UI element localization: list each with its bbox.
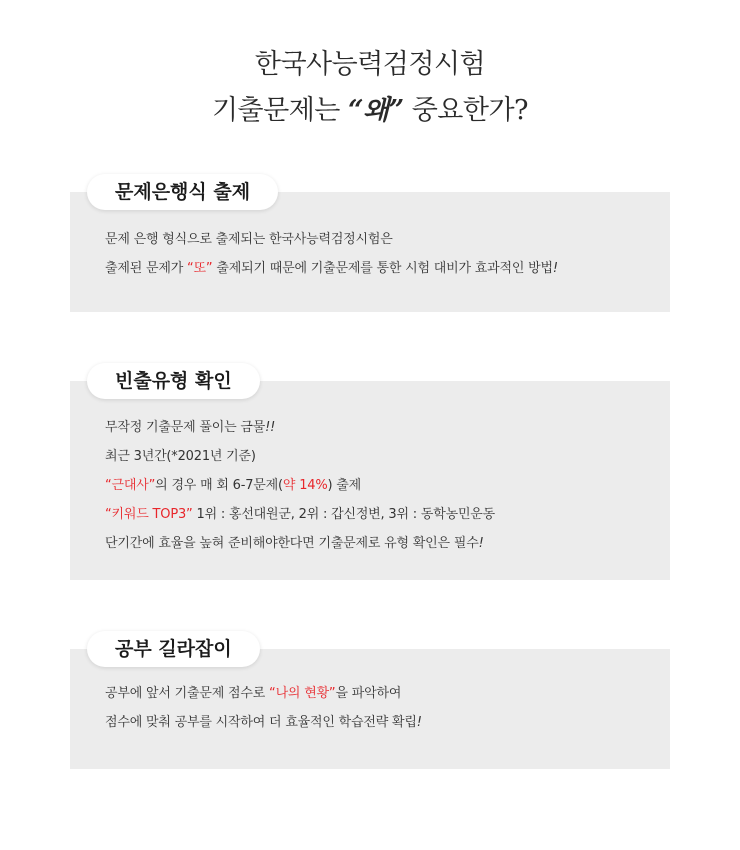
body-line [105, 225, 558, 254]
body-line [105, 471, 495, 500]
body-line [105, 413, 495, 442]
title-quote: “왜” [347, 95, 404, 126]
body-text: ! [552, 261, 558, 276]
body-text: !! [265, 420, 276, 435]
body-text: 점수에 맞춰 공부를 시작하여 더 효율적인 학습전략 확립 [105, 715, 417, 730]
body-text: 출제된 문제가 [105, 261, 188, 276]
body-line [105, 679, 422, 708]
section-box [70, 649, 670, 769]
highlight-text: “또” [187, 261, 213, 276]
section-body [105, 225, 558, 283]
section-box [70, 192, 670, 312]
body-text: ! [478, 536, 484, 551]
body-line [105, 529, 495, 558]
body-text: 문제 은행 형식으로 출제되는 한국사능력검정시험은 [105, 232, 393, 247]
title-suffix: 중요한가? [403, 95, 529, 126]
body-line [105, 442, 495, 471]
body-text: 공부에 앞서 기출문제 점수로 [105, 686, 270, 701]
body-text: 1위 : 홍선대원군, 2위 : 갑신정변, 3위 : 동학농민운동 [192, 507, 496, 522]
body-text: 단기간에 효율을 높혀 준비해야한다면 기출문제로 유형 확인은 필수 [105, 536, 479, 551]
highlight-text: “나의 현황” [269, 686, 336, 701]
body-line [105, 500, 495, 529]
section-tag: 빈출유형 확인 [87, 363, 260, 399]
body-line [105, 254, 558, 283]
highlight-text: 약 14% [282, 478, 328, 493]
page-title-line1: 한국사능력검정시험 [254, 49, 486, 80]
body-text: ! [416, 715, 422, 730]
body-line [105, 708, 422, 737]
body-text: ) 출제 [327, 478, 362, 493]
page-title-line2 [0, 88, 740, 127]
title-prefix: 기출문제는 [211, 95, 348, 126]
highlight-text: “근대사” [105, 478, 156, 493]
body-text: 무작정 기출문제 풀이는 금물 [105, 420, 266, 435]
body-text: 을 파악하여 [335, 686, 402, 701]
body-text: 출제되기 때문에 기출문제를 통한 시험 대비가 효과적인 방법 [212, 261, 553, 276]
highlight-text: “키워드 TOP3” [105, 507, 193, 522]
body-text: 최근 3년간(*2021년 기준) [105, 449, 256, 464]
section-tag: 문제은행식 출제 [87, 174, 278, 210]
section-body [105, 679, 422, 737]
section-box [70, 381, 670, 580]
body-text: 의 경우 매 회 6-7문제( [155, 478, 283, 493]
section-body [105, 413, 495, 558]
section-tag: 공부 길라잡이 [87, 631, 260, 667]
